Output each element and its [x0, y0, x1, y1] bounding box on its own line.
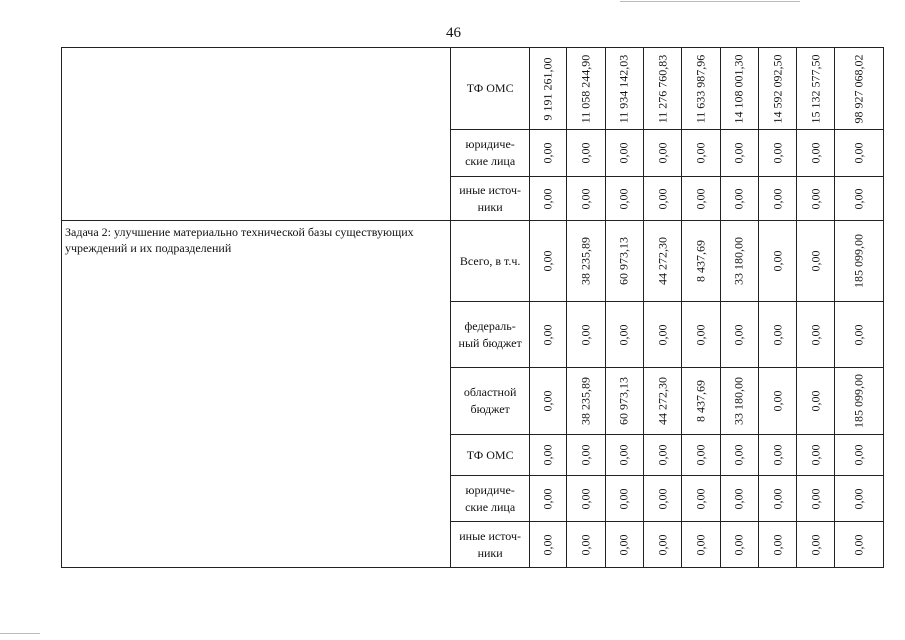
- value-cell: [643, 522, 681, 568]
- value-text: 0,00: [540, 324, 555, 345]
- value-text: 9 191 261,00: [540, 57, 555, 120]
- value-cell: [797, 48, 835, 130]
- value-cell: [567, 476, 605, 522]
- value-cell: [682, 435, 720, 476]
- value-text: 0,00: [851, 188, 866, 209]
- value-text: 11 058 244,90: [578, 54, 593, 123]
- value-text: 0,00: [808, 390, 823, 412]
- value-cell: [758, 221, 796, 302]
- value-cell: [605, 368, 643, 435]
- value-text: 0,00: [693, 534, 708, 555]
- value-text: 185 099,00: [851, 234, 866, 288]
- value-cell: [605, 522, 643, 568]
- value-cell: [797, 221, 835, 302]
- value-text: 0,00: [693, 488, 708, 509]
- value-text: 0,00: [578, 324, 593, 345]
- value-cell: [643, 221, 681, 302]
- value-text: 11 276 760,83: [655, 54, 670, 123]
- value-text: 0,00: [693, 188, 708, 209]
- value-cell: [835, 177, 884, 221]
- table-row: [62, 221, 884, 302]
- value-cell: [605, 177, 643, 221]
- value-text: 44 272,30: [655, 237, 670, 285]
- value-text: 0,00: [851, 488, 866, 509]
- value-text: 0,00: [540, 188, 555, 209]
- value-cell: [529, 221, 566, 302]
- table-row: [62, 48, 884, 130]
- value-cell: [797, 476, 835, 522]
- value-text: 0,00: [540, 488, 555, 509]
- value-text: 38 235,89: [578, 377, 593, 425]
- value-text: 0,00: [731, 444, 746, 466]
- value-cell: [643, 476, 681, 522]
- value-text: 0,00: [693, 142, 708, 164]
- value-text: 0,00: [655, 188, 670, 209]
- value-cell: [758, 130, 796, 177]
- value-cell: [835, 48, 884, 130]
- value-cell: [567, 177, 605, 221]
- value-text: 0,00: [616, 488, 631, 509]
- value-text: 0,00: [851, 444, 866, 466]
- value-cell: [835, 522, 884, 568]
- value-cell: [529, 302, 566, 368]
- value-cell: [835, 435, 884, 476]
- source-label-legal-entities: юридиче- ские лица: [451, 130, 530, 177]
- value-cell: [567, 522, 605, 568]
- source-label-federal: федераль- ный бюджет: [451, 302, 530, 368]
- value-text: 14 108 001,30: [731, 54, 746, 123]
- value-cell: [835, 130, 884, 177]
- value-text: 8 437,69: [693, 240, 708, 282]
- value-text: 0,00: [655, 142, 670, 164]
- value-text: 0,00: [540, 142, 555, 164]
- value-text: 0,00: [616, 534, 631, 555]
- task-2-description: Задача 2: улучшение материально технической базы существующих учреждений и их подразделений: [62, 221, 451, 568]
- value-text: 0,00: [693, 324, 708, 345]
- value-text: 0,00: [731, 142, 746, 164]
- value-text: 0,00: [616, 142, 631, 164]
- value-text: 0,00: [731, 488, 746, 509]
- funding-table: [61, 47, 884, 568]
- value-cell: [605, 302, 643, 368]
- value-text: 0,00: [578, 444, 593, 466]
- value-cell: [797, 368, 835, 435]
- value-cell: [797, 302, 835, 368]
- value-text: 0,00: [731, 534, 746, 555]
- value-text: 33 180,00: [731, 237, 746, 285]
- value-cell: [797, 130, 835, 177]
- task-cell-blank: [62, 48, 451, 221]
- value-cell: [682, 522, 720, 568]
- value-cell: [835, 476, 884, 522]
- value-cell: [758, 476, 796, 522]
- value-text: 44 272,30: [655, 377, 670, 425]
- value-text: 0,00: [731, 324, 746, 345]
- source-label-other: иные источ- ники: [451, 177, 530, 221]
- value-text: 15 132 577,50: [808, 54, 823, 123]
- value-text: 0,00: [770, 488, 784, 509]
- value-cell: [643, 302, 681, 368]
- value-text: 0,00: [540, 390, 555, 412]
- value-cell: [758, 48, 796, 130]
- value-text: 0,00: [616, 444, 631, 466]
- value-text: 0,00: [655, 488, 670, 509]
- value-text: 0,00: [851, 534, 866, 555]
- value-cell: [797, 522, 835, 568]
- value-cell: [720, 476, 758, 522]
- value-text: 0,00: [770, 142, 784, 164]
- value-cell: [529, 48, 566, 130]
- value-cell: [605, 435, 643, 476]
- value-text: 0,00: [540, 250, 555, 272]
- value-text: 14 592 092,50: [770, 54, 784, 123]
- value-cell: [682, 368, 720, 435]
- page-number: 46: [446, 25, 461, 41]
- value-text: 0,00: [540, 444, 555, 466]
- value-cell: [835, 368, 884, 435]
- value-text: 0,00: [655, 324, 670, 345]
- scan-edge-line: [620, 1, 800, 2]
- value-text: 0,00: [770, 324, 784, 345]
- value-cell: [720, 48, 758, 130]
- value-cell: [567, 130, 605, 177]
- value-cell: [797, 177, 835, 221]
- value-cell: [682, 130, 720, 177]
- value-cell: [605, 476, 643, 522]
- value-cell: [529, 368, 566, 435]
- value-cell: [797, 435, 835, 476]
- source-label-total: Всего, в т.ч.: [451, 221, 530, 302]
- value-text: 0,00: [808, 324, 823, 345]
- value-cell: [758, 177, 796, 221]
- value-text: 0,00: [808, 488, 823, 509]
- value-text: 0,00: [770, 444, 784, 466]
- source-label-tfoms: ТФ ОМС: [451, 435, 530, 476]
- value-text: 11 934 142,03: [616, 54, 631, 123]
- value-cell: [682, 476, 720, 522]
- value-text: 0,00: [578, 142, 593, 164]
- value-text: 0,00: [770, 250, 784, 272]
- value-cell: [643, 368, 681, 435]
- value-cell: [682, 302, 720, 368]
- value-text: 0,00: [578, 488, 593, 509]
- value-text: 0,00: [616, 188, 631, 209]
- value-text: 0,00: [540, 534, 555, 555]
- value-text: 0,00: [578, 534, 593, 555]
- value-cell: [567, 368, 605, 435]
- value-cell: [643, 48, 681, 130]
- value-text: 185 099,00: [851, 374, 866, 428]
- value-cell: [605, 48, 643, 130]
- value-cell: [529, 522, 566, 568]
- value-cell: [682, 177, 720, 221]
- value-text: 11 633 987,96: [693, 54, 708, 123]
- value-cell: [567, 48, 605, 130]
- value-cell: [567, 302, 605, 368]
- value-cell: [720, 221, 758, 302]
- value-cell: [720, 522, 758, 568]
- value-text: 0,00: [770, 534, 784, 555]
- value-cell: [758, 302, 796, 368]
- value-cell: [643, 435, 681, 476]
- value-cell: [529, 476, 566, 522]
- value-text: 0,00: [693, 444, 708, 466]
- scan-edge-line: [0, 633, 40, 634]
- value-cell: [835, 302, 884, 368]
- source-label-tfoms: ТФ ОМС: [451, 48, 530, 130]
- value-cell: [835, 221, 884, 302]
- value-text: 38 235,89: [578, 237, 593, 285]
- value-text: 33 180,00: [731, 377, 746, 425]
- value-text: 60 973,13: [616, 377, 631, 425]
- value-text: 0,00: [731, 188, 746, 209]
- source-label-legal-entities: юридиче- ские лица: [451, 476, 530, 522]
- value-cell: [720, 368, 758, 435]
- value-text: 0,00: [851, 142, 866, 164]
- value-text: 0,00: [578, 188, 593, 209]
- value-cell: [758, 522, 796, 568]
- source-label-other: иные источ- ники: [451, 522, 530, 568]
- value-text: 60 973,13: [616, 237, 631, 285]
- value-text: 0,00: [808, 250, 823, 272]
- value-cell: [605, 221, 643, 302]
- value-text: 0,00: [808, 444, 823, 466]
- value-cell: [529, 435, 566, 476]
- value-text: 0,00: [808, 188, 823, 209]
- value-text: 0,00: [655, 444, 670, 466]
- value-cell: [720, 302, 758, 368]
- value-cell: [682, 48, 720, 130]
- value-cell: [529, 177, 566, 221]
- value-cell: [720, 435, 758, 476]
- value-text: 0,00: [770, 390, 784, 412]
- value-cell: [567, 435, 605, 476]
- value-text: 0,00: [808, 534, 823, 555]
- value-text: 8 437,69: [693, 380, 708, 422]
- value-text: 0,00: [808, 142, 823, 164]
- value-cell: [643, 130, 681, 177]
- value-cell: [567, 221, 605, 302]
- value-cell: [758, 368, 796, 435]
- value-text: 98 927 068,02: [851, 54, 866, 123]
- value-cell: [605, 130, 643, 177]
- value-text: 0,00: [770, 188, 784, 209]
- value-cell: [529, 130, 566, 177]
- value-cell: [643, 177, 681, 221]
- value-cell: [720, 130, 758, 177]
- value-text: 0,00: [655, 534, 670, 555]
- value-cell: [758, 435, 796, 476]
- value-cell: [720, 177, 758, 221]
- value-cell: [682, 221, 720, 302]
- value-text: 0,00: [616, 324, 631, 345]
- source-label-regional: областной бюджет: [451, 368, 530, 435]
- value-text: 0,00: [851, 324, 866, 345]
